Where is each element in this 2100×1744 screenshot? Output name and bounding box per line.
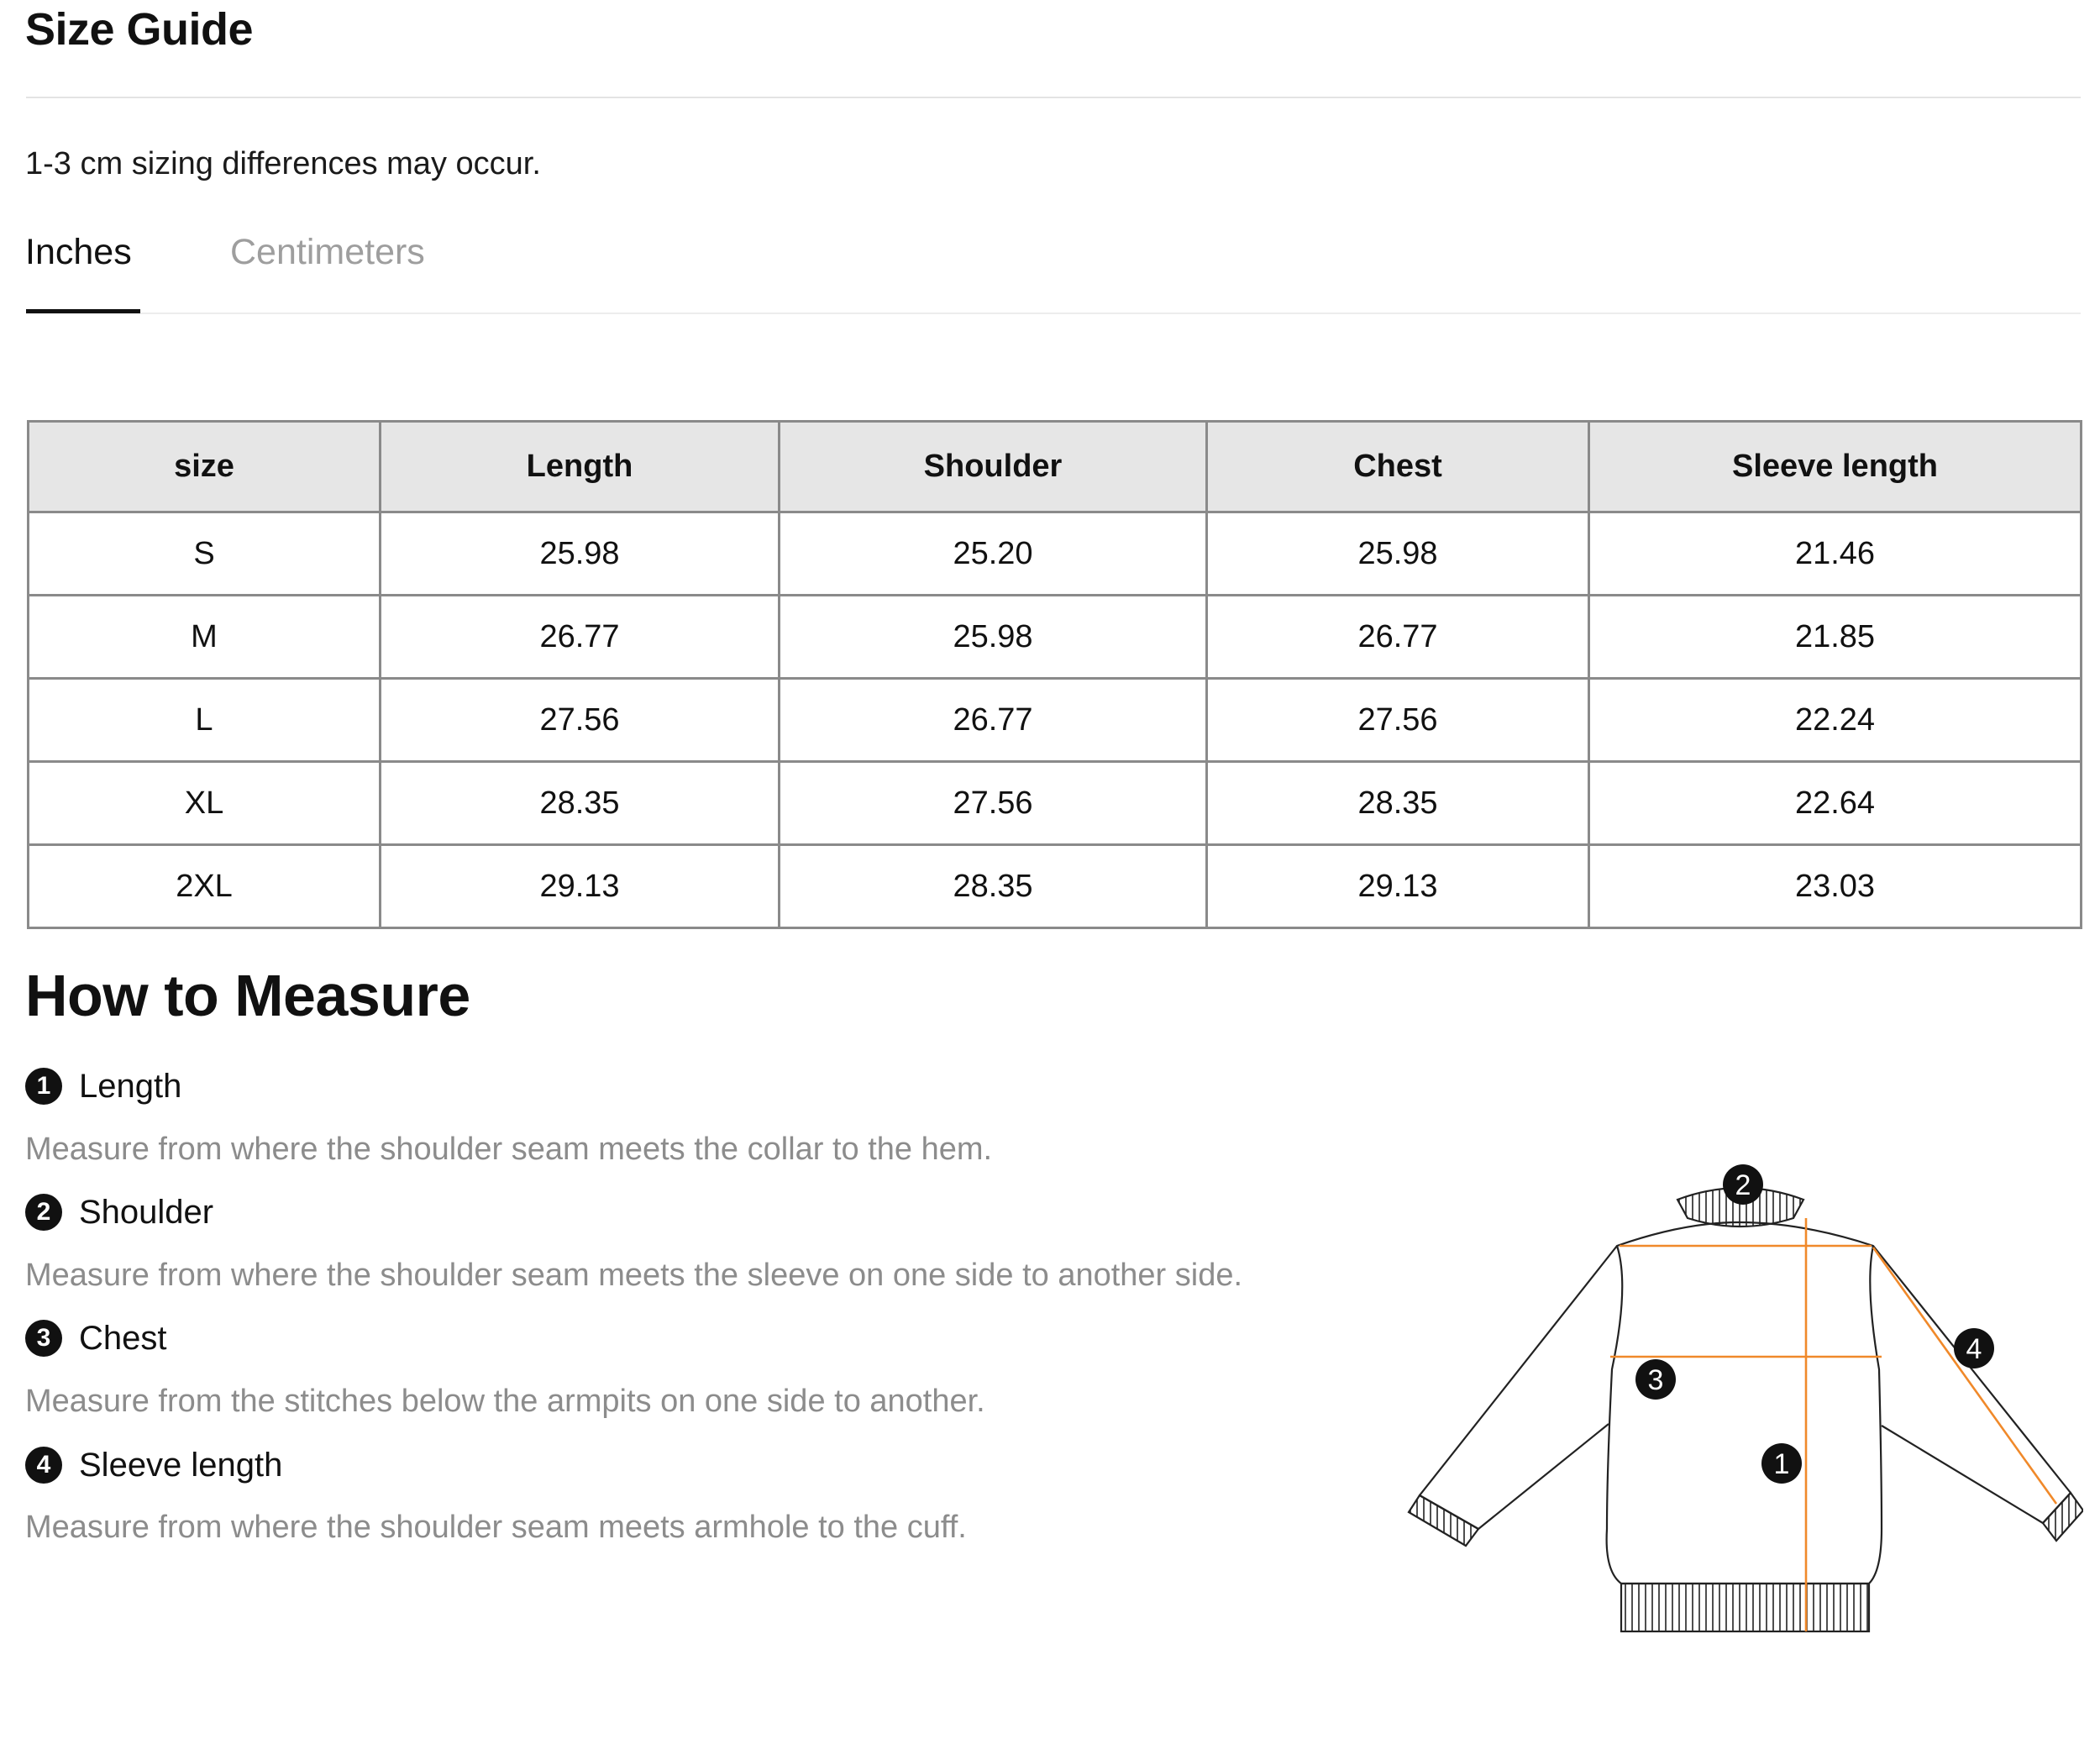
table-row (29, 679, 2082, 762)
number-4-icon: 4 (25, 1447, 62, 1484)
cell-length: 27.56 (381, 679, 780, 762)
size-table (27, 420, 2082, 929)
how-to-measure-title: How to Measure (25, 963, 470, 1028)
cell-size: L (29, 679, 381, 762)
cell-sleeve-length: 21.46 (1589, 512, 2082, 596)
page-title: Size Guide (25, 4, 254, 55)
cell-shoulder: 26.77 (780, 679, 1207, 762)
number-1-icon: 1 (25, 1068, 62, 1105)
sizing-note: 1-3 cm sizing differences may occur. (25, 146, 541, 181)
cell-shoulder: 27.56 (780, 762, 1207, 845)
cell-length: 26.77 (381, 596, 780, 679)
step-shoulder (25, 1191, 213, 1233)
step-label: Shoulder (79, 1194, 214, 1231)
step-sleeve-length (25, 1444, 282, 1486)
cell-size: 2XL (29, 845, 381, 928)
cell-length: 28.35 (381, 762, 780, 845)
cell-shoulder: 25.98 (780, 596, 1207, 679)
step-label: Length (79, 1068, 182, 1105)
cell-chest: 28.35 (1207, 762, 1589, 845)
header-chest: Chest (1207, 422, 1589, 512)
tabs-divider (26, 313, 2081, 314)
cell-shoulder: 25.20 (780, 512, 1207, 596)
step-description: Measure from the stitches below the armpits on one side to another. (25, 1384, 985, 1419)
svg-text:4: 4 (1966, 1333, 1982, 1365)
table-row (29, 512, 2082, 596)
cell-sleeve-length: 22.64 (1589, 762, 2082, 845)
cell-chest: 29.13 (1207, 845, 1589, 928)
sweater-measurement-icon (1407, 1151, 2083, 1638)
step-description: Measure from where the shoulder seam meets the collar to the hem. (25, 1132, 993, 1167)
header-length: Length (381, 422, 780, 512)
header-sleeve-length: Sleeve length (1589, 422, 2082, 512)
title-divider (26, 97, 2081, 98)
cell-sleeve-length: 21.85 (1589, 596, 2082, 679)
step-length (25, 1065, 181, 1107)
cell-chest: 25.98 (1207, 512, 1589, 596)
table-row (29, 845, 2082, 928)
cell-length: 29.13 (381, 845, 780, 928)
number-2-icon: 2 (25, 1194, 62, 1231)
header-size: size (29, 422, 381, 512)
cell-chest: 26.77 (1207, 596, 1589, 679)
table-header-row (29, 422, 2082, 512)
header-shoulder: Shoulder (780, 422, 1207, 512)
tab-centimeters[interactable]: Centimeters (230, 232, 425, 272)
cell-length: 25.98 (381, 512, 780, 596)
step-label: Sleeve length (79, 1447, 283, 1484)
active-tab-indicator (26, 309, 140, 313)
svg-text:3: 3 (1647, 1364, 1664, 1396)
cell-size: S (29, 512, 381, 596)
svg-text:1: 1 (1773, 1448, 1790, 1480)
step-description: Measure from where the shoulder seam meets armhole to the cuff. (25, 1510, 967, 1545)
table-row (29, 762, 2082, 845)
number-3-icon: 3 (25, 1320, 62, 1357)
step-label: Chest (79, 1320, 167, 1357)
cell-shoulder: 28.35 (780, 845, 1207, 928)
tab-inches[interactable]: Inches (25, 232, 132, 272)
table-row (29, 596, 2082, 679)
step-chest (25, 1317, 167, 1359)
cell-sleeve-length: 22.24 (1589, 679, 2082, 762)
cell-size: XL (29, 762, 381, 845)
cell-sleeve-length: 23.03 (1589, 845, 2082, 928)
step-description: Measure from where the shoulder seam meets the sleeve on one side to another side. (25, 1258, 1243, 1293)
svg-text:2: 2 (1735, 1169, 1751, 1201)
cell-chest: 27.56 (1207, 679, 1589, 762)
cell-size: M (29, 596, 381, 679)
